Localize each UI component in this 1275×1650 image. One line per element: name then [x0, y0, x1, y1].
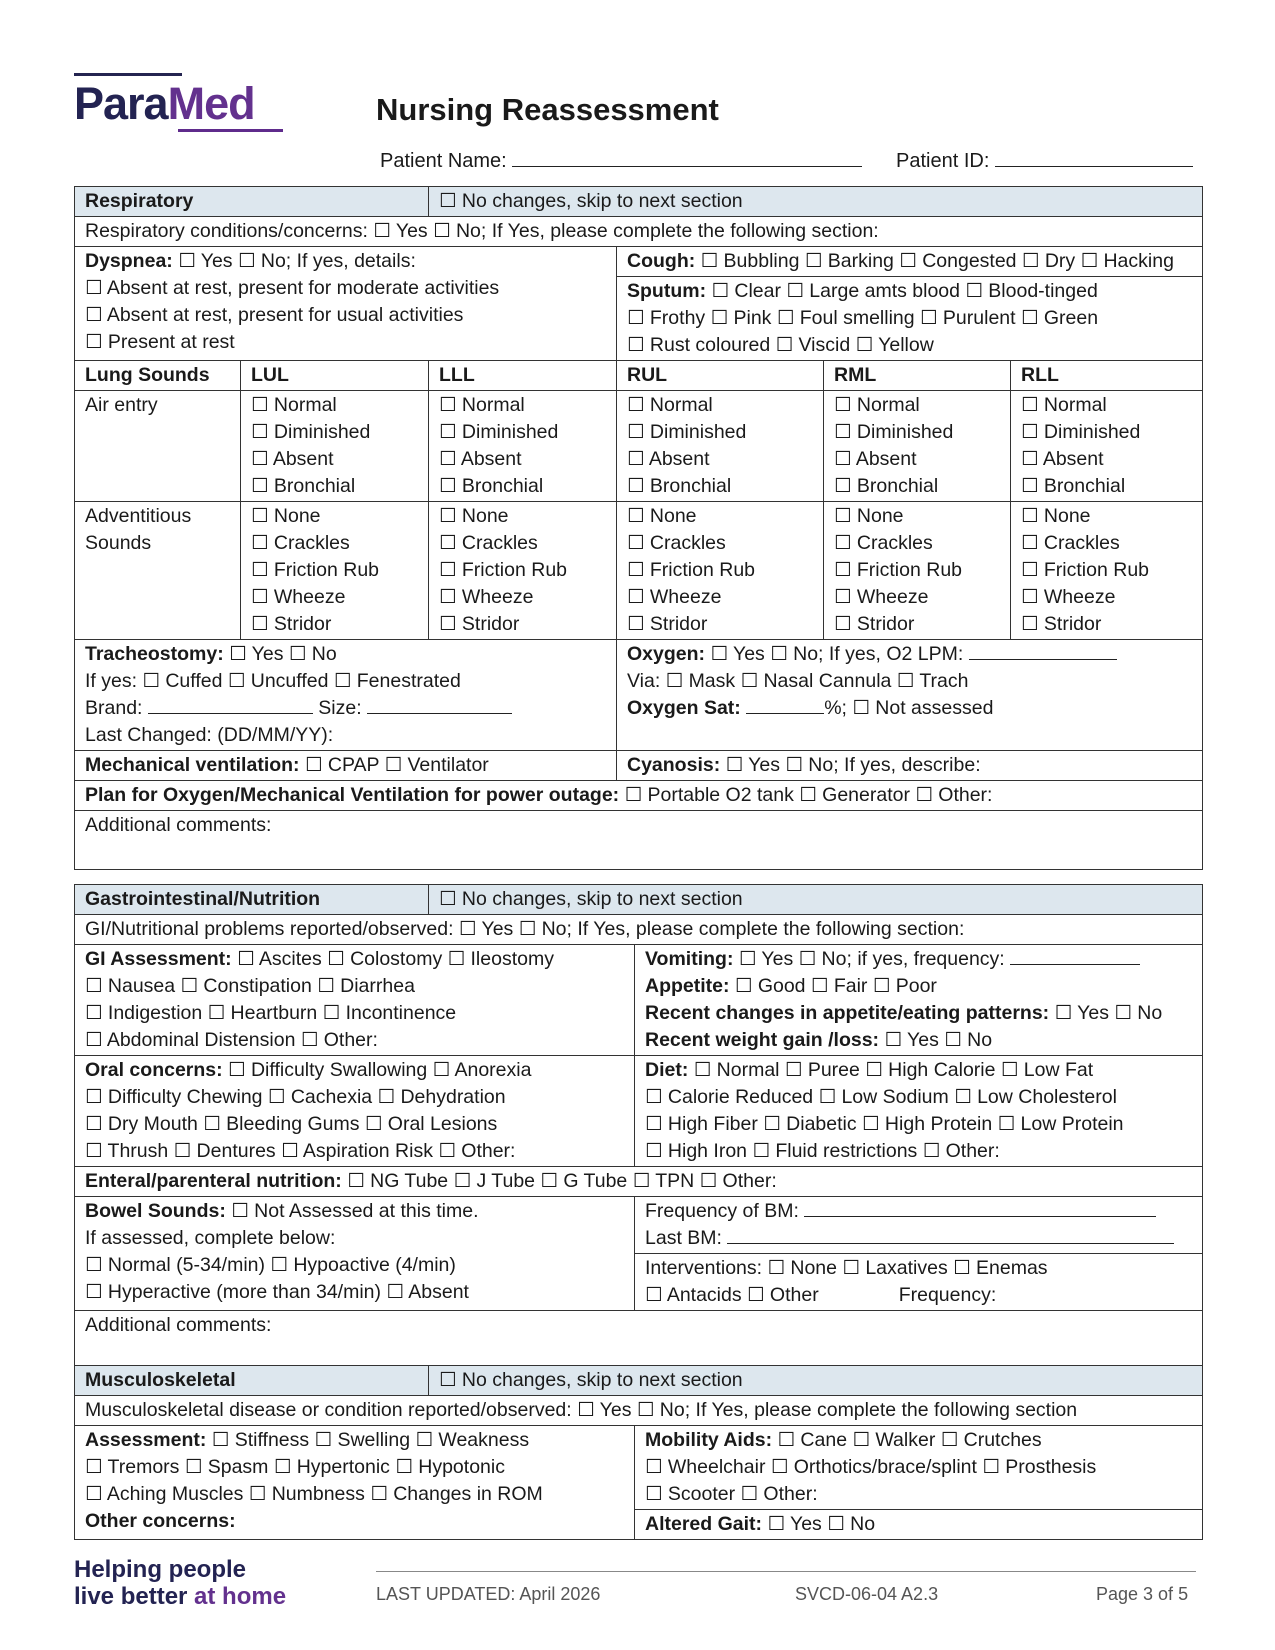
trach-last-changed[interactable]: Last Changed: (DD/MM/YY):: [85, 724, 334, 746]
tagline-line2a: live better: [74, 1583, 195, 1610]
patient-id-field[interactable]: [896, 148, 1193, 173]
altered-gait-options[interactable]: ☐ Yes ☐ No: [762, 1513, 876, 1535]
oral-concerns-cell[interactable]: [75, 1056, 635, 1167]
footer-tagline: [74, 1556, 286, 1610]
last-updated: LAST UPDATED: April 2026: [376, 1584, 601, 1604]
enteral-options[interactable]: ☐ NG Tube ☐ J Tube ☐ G Tube ☐ TPN ☐ Other:: [341, 1170, 777, 1192]
air-entry-lll[interactable]: ☐ Normal ☐ Diminished ☐ Absent ☐ Bronchial: [429, 391, 617, 502]
mobility-aids-label: Mobility Aids:: [645, 1429, 773, 1451]
tracheostomy-label: Tracheostomy:: [85, 643, 224, 665]
dyspnea-item[interactable]: ☐ Present at rest: [85, 331, 235, 353]
air-entry-lul[interactable]: ☐ Normal ☐ Diminished ☐ Absent ☐ Bronchial: [241, 391, 429, 502]
tagline-line1: Helping people: [74, 1556, 247, 1583]
adventitious-lll[interactable]: ☐ None ☐ Crackles ☐ Friction Rub ☐ Wheeze ☐ Stridor: [429, 502, 617, 640]
enteral-label: Enteral/parenteral nutrition:: [85, 1170, 342, 1192]
cough-cell[interactable]: [617, 247, 1203, 277]
sputum-options[interactable]: ☐ Clear ☐ Large amts blood ☐ Blood-tinged: [706, 280, 1098, 302]
sputum-cell[interactable]: [617, 277, 1203, 361]
dyspnea-options[interactable]: ☐ Yes ☐ No; If yes, details:: [172, 250, 416, 272]
trach-brand-label: Brand:: [85, 697, 143, 719]
recent-changes-label: Recent changes in appetite/eating patterns:: [645, 1002, 1050, 1024]
logo-top-rule: [74, 73, 182, 76]
gi-table: [74, 884, 1203, 1370]
air-entry-rll[interactable]: ☐ Normal ☐ Diminished ☐ Absent ☐ Bronchial: [1011, 391, 1203, 502]
recent-changes-options[interactable]: ☐ Yes ☐ No: [1049, 1002, 1163, 1024]
gi-assessment-label: GI Assessment:: [85, 948, 232, 970]
air-entry-rul[interactable]: ☐ Normal ☐ Diminished ☐ Absent ☐ Bronchial: [617, 391, 824, 502]
msk-assessment-options[interactable]: ☐ Stiffness ☐ Swelling ☐ Weakness: [206, 1429, 530, 1451]
last-bm-line[interactable]: [727, 1225, 1174, 1244]
oral-options[interactable]: ☐ Dry Mouth ☐ Bleeding Gums ☐ Oral Lesions: [85, 1113, 498, 1135]
sputum-label: Sputum:: [627, 280, 707, 302]
paramed-logo: [74, 70, 289, 136]
oxygen-options[interactable]: ☐ Yes ☐ No; If yes, O2 LPM:: [705, 643, 964, 665]
interventions-frequency[interactable]: Frequency:: [898, 1284, 997, 1306]
patient-name-line[interactable]: [512, 148, 862, 167]
cyanosis[interactable]: [617, 751, 1203, 781]
mech-options[interactable]: ☐ CPAP ☐ Ventilator: [299, 754, 489, 776]
logo-para: Para: [74, 78, 168, 129]
tracheostomy-type[interactable]: If yes: ☐ Cuffed ☐ Uncuffed ☐ Fenestrated: [85, 670, 461, 692]
gi-title: Gastrointestinal/Nutrition: [75, 885, 429, 915]
trach-brand-line[interactable]: [148, 695, 313, 714]
gi-assessment-cell[interactable]: [75, 945, 635, 1056]
gi-assessment-options[interactable]: ☐ Nausea ☐ Constipation ☐ Diarrhea: [85, 975, 415, 997]
respiratory-conditions[interactable]: Respiratory conditions/concerns: ☐ Yes ☐ No; If Yes, please complete the following section:: [75, 217, 1203, 247]
vomiting-frequency-line[interactable]: [1010, 946, 1140, 965]
bowel-not-assessed[interactable]: ☐ Not Assessed at this time.: [225, 1200, 479, 1222]
oxygen-sat-label: Oxygen Sat:: [627, 697, 741, 719]
gi-assessment-options[interactable]: ☐ Indigestion ☐ Heartburn ☐ Incontinence: [85, 1002, 457, 1024]
oxygen-via[interactable]: Via: ☐ Mask ☐ Nasal Cannula ☐ Trach: [627, 670, 969, 692]
msk-title: Musculoskeletal: [75, 1366, 429, 1396]
bm-frequency-line[interactable]: [804, 1198, 1156, 1217]
altered-gait-label: Altered Gait:: [645, 1513, 763, 1535]
respiratory-comments[interactable]: Additional comments:: [75, 811, 1203, 870]
dyspnea-cell[interactable]: [75, 247, 617, 361]
mobility-options[interactable]: ☐ Cane ☐ Walker ☐ Crutches: [772, 1429, 1042, 1451]
cough-options[interactable]: ☐ Bubbling ☐ Barking ☐ Congested ☐ Dry ☐ Hacking: [695, 250, 1174, 272]
last-bm-label: Last BM:: [645, 1227, 722, 1249]
diet-options[interactable]: ☐ High Fiber ☐ Diabetic ☐ High Protein ☐ Low Protein: [645, 1113, 1124, 1135]
respiratory-table: [74, 186, 1203, 870]
adventitious-lul[interactable]: ☐ None ☐ Crackles ☐ Friction Rub ☐ Wheeze ☐ Stridor: [241, 502, 429, 640]
oxygen-sat-line[interactable]: [746, 695, 824, 714]
o2-lpm-line[interactable]: [969, 641, 1117, 660]
cyanosis-label: Cyanosis:: [627, 754, 721, 776]
respiratory-skip-checkbox[interactable]: ☐ No changes, skip to next section: [429, 187, 1203, 217]
enteral-nutrition[interactable]: [75, 1167, 1203, 1197]
bm-frequency-label: Frequency of BM:: [645, 1200, 799, 1222]
logo-med: Med: [167, 78, 255, 129]
page-title: Nursing Reassessment: [376, 92, 719, 127]
air-entry-rml[interactable]: ☐ Normal ☐ Diminished ☐ Absent ☐ Bronchial: [824, 391, 1011, 502]
tracheostomy-cell[interactable]: [75, 640, 617, 751]
air-entry-label: Air entry: [75, 391, 241, 502]
rll-header: RLL: [1011, 361, 1203, 391]
rml-header: RML: [824, 361, 1011, 391]
footer-rule: [376, 1571, 1196, 1572]
lul-header: LUL: [241, 361, 429, 391]
vomiting-options[interactable]: ☐ Yes ☐ No; if yes, frequency:: [733, 948, 1005, 970]
mobility-aids-cell[interactable]: [635, 1426, 1203, 1510]
oral-options[interactable]: ☐ Thrush ☐ Dentures ☐ Aspiration Risk ☐ Other:: [85, 1140, 516, 1162]
msk-assessment-options[interactable]: ☐ Tremors ☐ Spasm ☐ Hypertonic ☐ Hypotonic: [85, 1456, 505, 1478]
adventitious-rll[interactable]: ☐ None ☐ Crackles ☐ Friction Rub ☐ Wheeze ☐ Stridor: [1011, 502, 1203, 640]
sputum-options[interactable]: ☐ Rust coloured ☐ Viscid ☐ Yellow: [627, 334, 934, 356]
adventitious-label: Adventitious Sounds: [75, 502, 241, 640]
tagline-line2b: at home: [194, 1583, 287, 1610]
msk-assessment-cell[interactable]: [75, 1426, 635, 1540]
weight-options[interactable]: ☐ Yes ☐ No: [879, 1029, 993, 1051]
oral-concerns-label: Oral concerns:: [85, 1059, 223, 1081]
bowel-sounds-label: Bowel Sounds:: [85, 1200, 226, 1222]
diet-options[interactable]: ☐ Calorie Reduced ☐ Low Sodium ☐ Low Cholesterol: [645, 1086, 1117, 1108]
gi-problems[interactable]: GI/Nutritional problems reported/observed: ☐ Yes ☐ No; If Yes, please complete the following section:: [75, 915, 1203, 945]
power-outage-plan[interactable]: [75, 781, 1203, 811]
trach-size-line[interactable]: [367, 695, 512, 714]
cough-label: Cough:: [627, 250, 696, 272]
dyspnea-item[interactable]: ☐ Absent at rest, present for usual activities: [85, 304, 464, 326]
patient-name-field[interactable]: [380, 148, 862, 173]
document-code: SVCD-06-04 A2.3: [795, 1584, 939, 1604]
adventitious-rml[interactable]: ☐ None ☐ Crackles ☐ Friction Rub ☐ Wheeze ☐ Stridor: [824, 502, 1011, 640]
logo-text: [74, 80, 255, 128]
logo-bottom-rule: [178, 129, 283, 132]
gi-skip-checkbox[interactable]: ☐ No changes, skip to next section: [429, 885, 1203, 915]
oral-options[interactable]: ☐ Difficulty Chewing ☐ Cachexia ☐ Dehydration: [85, 1086, 506, 1108]
weight-label: Recent weight gain /loss:: [645, 1029, 880, 1051]
plan-options[interactable]: ☐ Portable O2 tank ☐ Generator ☐ Other:: [619, 784, 993, 806]
appetite-options[interactable]: ☐ Good ☐ Fair ☐ Poor: [729, 975, 937, 997]
msk-assessment-label: Assessment:: [85, 1429, 207, 1451]
rul-header: RUL: [617, 361, 824, 391]
bowel-options[interactable]: ☐ Hyperactive (more than 34/min) ☐ Absent: [85, 1281, 469, 1303]
altered-gait-cell[interactable]: [635, 1510, 1203, 1540]
interventions-options[interactable]: Interventions: ☐ None ☐ Laxatives ☐ Enemas: [645, 1257, 1048, 1279]
gi-comments[interactable]: Additional comments:: [75, 1311, 1203, 1370]
msk-other-concerns[interactable]: Other concerns:: [85, 1510, 236, 1532]
msk-table: [74, 1365, 1203, 1540]
dyspnea-item[interactable]: ☐ Absent at rest, present for moderate activities: [85, 277, 500, 299]
oxygen-label: Oxygen:: [627, 643, 706, 665]
adventitious-rul[interactable]: ☐ None ☐ Crackles ☐ Friction Rub ☐ Wheeze ☐ Stridor: [617, 502, 824, 640]
diet-options[interactable]: ☐ High Iron ☐ Fluid restrictions ☐ Other:: [645, 1140, 1000, 1162]
bowel-sounds-cell[interactable]: [75, 1197, 635, 1311]
vomiting-cell[interactable]: [635, 945, 1203, 1056]
msk-disease[interactable]: Musculoskeletal disease or condition reported/observed: ☐ Yes ☐ No; If Yes, please complete the following section: [75, 1396, 1203, 1426]
gi-assessment-options[interactable]: ☐ Abdominal Distension ☐ Other:: [85, 1029, 378, 1051]
tracheostomy-options[interactable]: ☐ Yes ☐ No: [223, 643, 337, 665]
patient-id-label: Patient ID:: [896, 150, 990, 172]
bowel-instruction: If assessed, complete below:: [85, 1227, 336, 1249]
diet-cell[interactable]: [635, 1056, 1203, 1167]
lung-sounds-header: Lung Sounds: [75, 361, 241, 391]
patient-name-label: Patient Name:: [380, 150, 507, 172]
interventions-options[interactable]: ☐ Antacids ☐ Other: [645, 1284, 819, 1306]
mechanical-ventilation[interactable]: [75, 751, 617, 781]
bowel-options[interactable]: ☐ Normal (5-34/min) ☐ Hypoactive (4/min): [85, 1254, 456, 1276]
page-number: Page 3 of 5: [1096, 1584, 1189, 1604]
oral-options[interactable]: ☐ Difficulty Swallowing ☐ Anorexia: [222, 1059, 532, 1081]
msk-skip-checkbox[interactable]: ☐ No changes, skip to next section: [429, 1366, 1203, 1396]
plan-label: Plan for Oxygen/Mechanical Ventilation for power outage:: [85, 784, 620, 806]
oxygen-cell[interactable]: [617, 640, 1203, 751]
cyanosis-options[interactable]: ☐ Yes ☐ No; If yes, describe:: [720, 754, 981, 776]
vomiting-label: Vomiting:: [645, 948, 734, 970]
patient-id-line[interactable]: [995, 148, 1193, 167]
diet-options[interactable]: ☐ Normal ☐ Puree ☐ High Calorie ☐ Low Fat: [688, 1059, 1094, 1081]
sputum-options[interactable]: ☐ Frothy ☐ Pink ☐ Foul smelling ☐ Purulent ☐ Green: [627, 307, 1099, 329]
msk-assessment-options[interactable]: ☐ Aching Muscles ☐ Numbness ☐ Changes in ROM: [85, 1483, 543, 1505]
interventions-cell[interactable]: [635, 1254, 1203, 1311]
bm-cell[interactable]: [635, 1197, 1203, 1254]
mobility-options[interactable]: ☐ Scooter ☐ Other:: [645, 1483, 818, 1505]
appetite-label: Appetite:: [645, 975, 730, 997]
diet-label: Diet:: [645, 1059, 689, 1081]
gi-assessment-options[interactable]: ☐ Ascites ☐ Colostomy ☐ Ileostomy: [231, 948, 554, 970]
respiratory-title: Respiratory: [75, 187, 429, 217]
dyspnea-label: Dyspnea:: [85, 250, 173, 272]
mobility-options[interactable]: ☐ Wheelchair ☐ Orthotics/brace/splint ☐ Prosthesis: [645, 1456, 1097, 1478]
mech-label: Mechanical ventilation:: [85, 754, 300, 776]
oxygen-sat-options[interactable]: %; ☐ Not assessed: [824, 697, 994, 719]
trach-size-label: Size:: [318, 697, 362, 719]
lll-header: LLL: [429, 361, 617, 391]
